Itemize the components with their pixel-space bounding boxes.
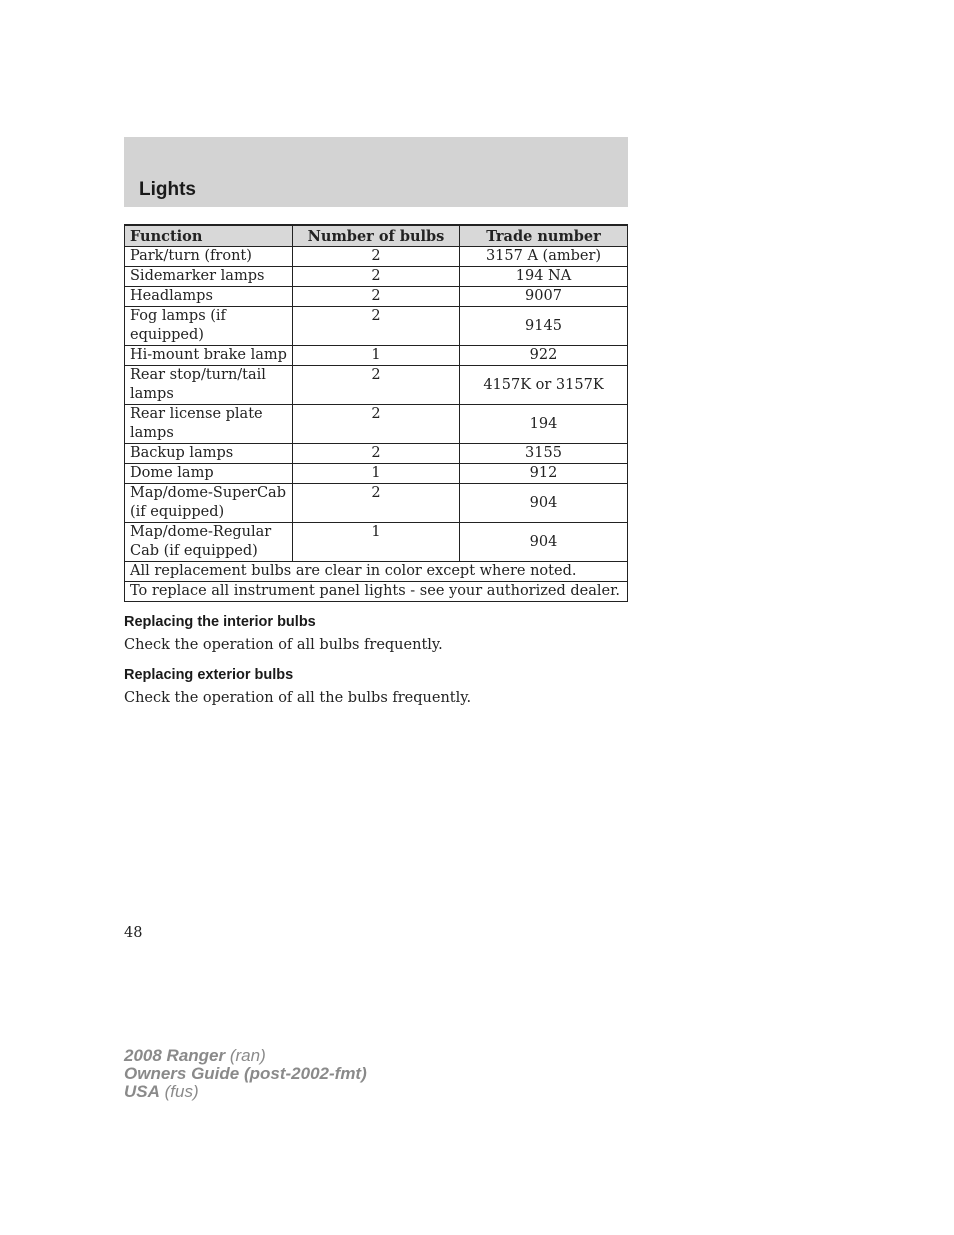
table-row	[125, 287, 628, 307]
trade-cell: 922	[460, 346, 628, 366]
footer-line-1	[124, 1047, 367, 1065]
function-cell: Park/turn (front)	[125, 247, 293, 267]
footer-model-code: (ran)	[229, 1046, 266, 1065]
trade-cell: 9145	[460, 307, 628, 346]
table-row	[125, 444, 628, 464]
bulbs-cell: 2	[293, 247, 460, 267]
trade-cell: 4157K or 3157K	[460, 366, 628, 405]
function-cell: Dome lamp	[125, 464, 293, 484]
footer-guide: Owners Guide (post-2002-fmt)	[124, 1064, 367, 1083]
trade-cell: 194 NA	[460, 267, 628, 287]
footer-model: 2008 Ranger	[124, 1046, 226, 1065]
header-function: Function	[125, 225, 293, 247]
function-cell: Map/dome-Regular Cab (if equipped)	[125, 523, 293, 562]
table-note: To replace all instrument panel lights - see your authorized dealer.	[125, 582, 628, 602]
table-row	[125, 366, 628, 405]
table-row	[125, 464, 628, 484]
footer-market: USA	[124, 1082, 160, 1101]
interior-bulbs-heading: Replacing the interior bulbs	[124, 614, 316, 630]
table-row	[125, 267, 628, 287]
function-cell: Rear license plate lamps	[125, 405, 293, 444]
table-row	[125, 307, 628, 346]
table-note: All replacement bulbs are clear in color except where noted.	[125, 562, 628, 582]
table-row	[125, 346, 628, 366]
header-trade-number: Trade number	[460, 225, 628, 247]
function-cell: Map/dome-SuperCab (if equipped)	[125, 484, 293, 523]
bulb-table	[124, 224, 628, 602]
section-header	[124, 137, 628, 207]
exterior-bulbs-text: Check the operation of all the bulbs frequently.	[124, 690, 472, 706]
trade-cell: 194	[460, 405, 628, 444]
trade-cell: 3157 A (amber)	[460, 247, 628, 267]
bulbs-cell: 2	[293, 287, 460, 307]
bulbs-cell: 2	[293, 307, 460, 346]
header-number-of-bulbs: Number of bulbs	[293, 225, 460, 247]
bulbs-cell: 1	[293, 523, 460, 562]
trade-cell: 3155	[460, 444, 628, 464]
footer-line-3	[124, 1083, 367, 1101]
bulbs-cell: 2	[293, 484, 460, 523]
table-note-row	[125, 562, 628, 582]
bulbs-cell: 2	[293, 366, 460, 405]
exterior-bulbs-heading: Replacing exterior bulbs	[124, 667, 294, 683]
function-cell: Hi-mount brake lamp	[125, 346, 293, 366]
trade-cell: 904	[460, 523, 628, 562]
document-footer	[124, 1047, 367, 1101]
section-title: Lights	[139, 179, 196, 200]
table-header-row	[125, 225, 628, 247]
bulbs-cell: 1	[293, 346, 460, 366]
function-cell: Rear stop/turn/tail lamps	[125, 366, 293, 405]
table-row	[125, 405, 628, 444]
function-cell: Headlamps	[125, 287, 293, 307]
bulbs-cell: 2	[293, 405, 460, 444]
table-row	[125, 484, 628, 523]
page-number: 48	[124, 925, 143, 941]
bulbs-cell: 2	[293, 444, 460, 464]
footer-market-code: (fus)	[164, 1082, 199, 1101]
table-row	[125, 523, 628, 562]
table-note-row	[125, 582, 628, 602]
interior-bulbs-text: Check the operation of all bulbs frequently.	[124, 637, 443, 653]
function-cell: Sidemarker lamps	[125, 267, 293, 287]
function-cell: Fog lamps (if equipped)	[125, 307, 293, 346]
bulbs-cell: 2	[293, 267, 460, 287]
function-cell: Backup lamps	[125, 444, 293, 464]
trade-cell: 912	[460, 464, 628, 484]
bulbs-cell: 1	[293, 464, 460, 484]
trade-cell: 9007	[460, 287, 628, 307]
trade-cell: 904	[460, 484, 628, 523]
footer-line-2	[124, 1065, 367, 1083]
table-row	[125, 247, 628, 267]
